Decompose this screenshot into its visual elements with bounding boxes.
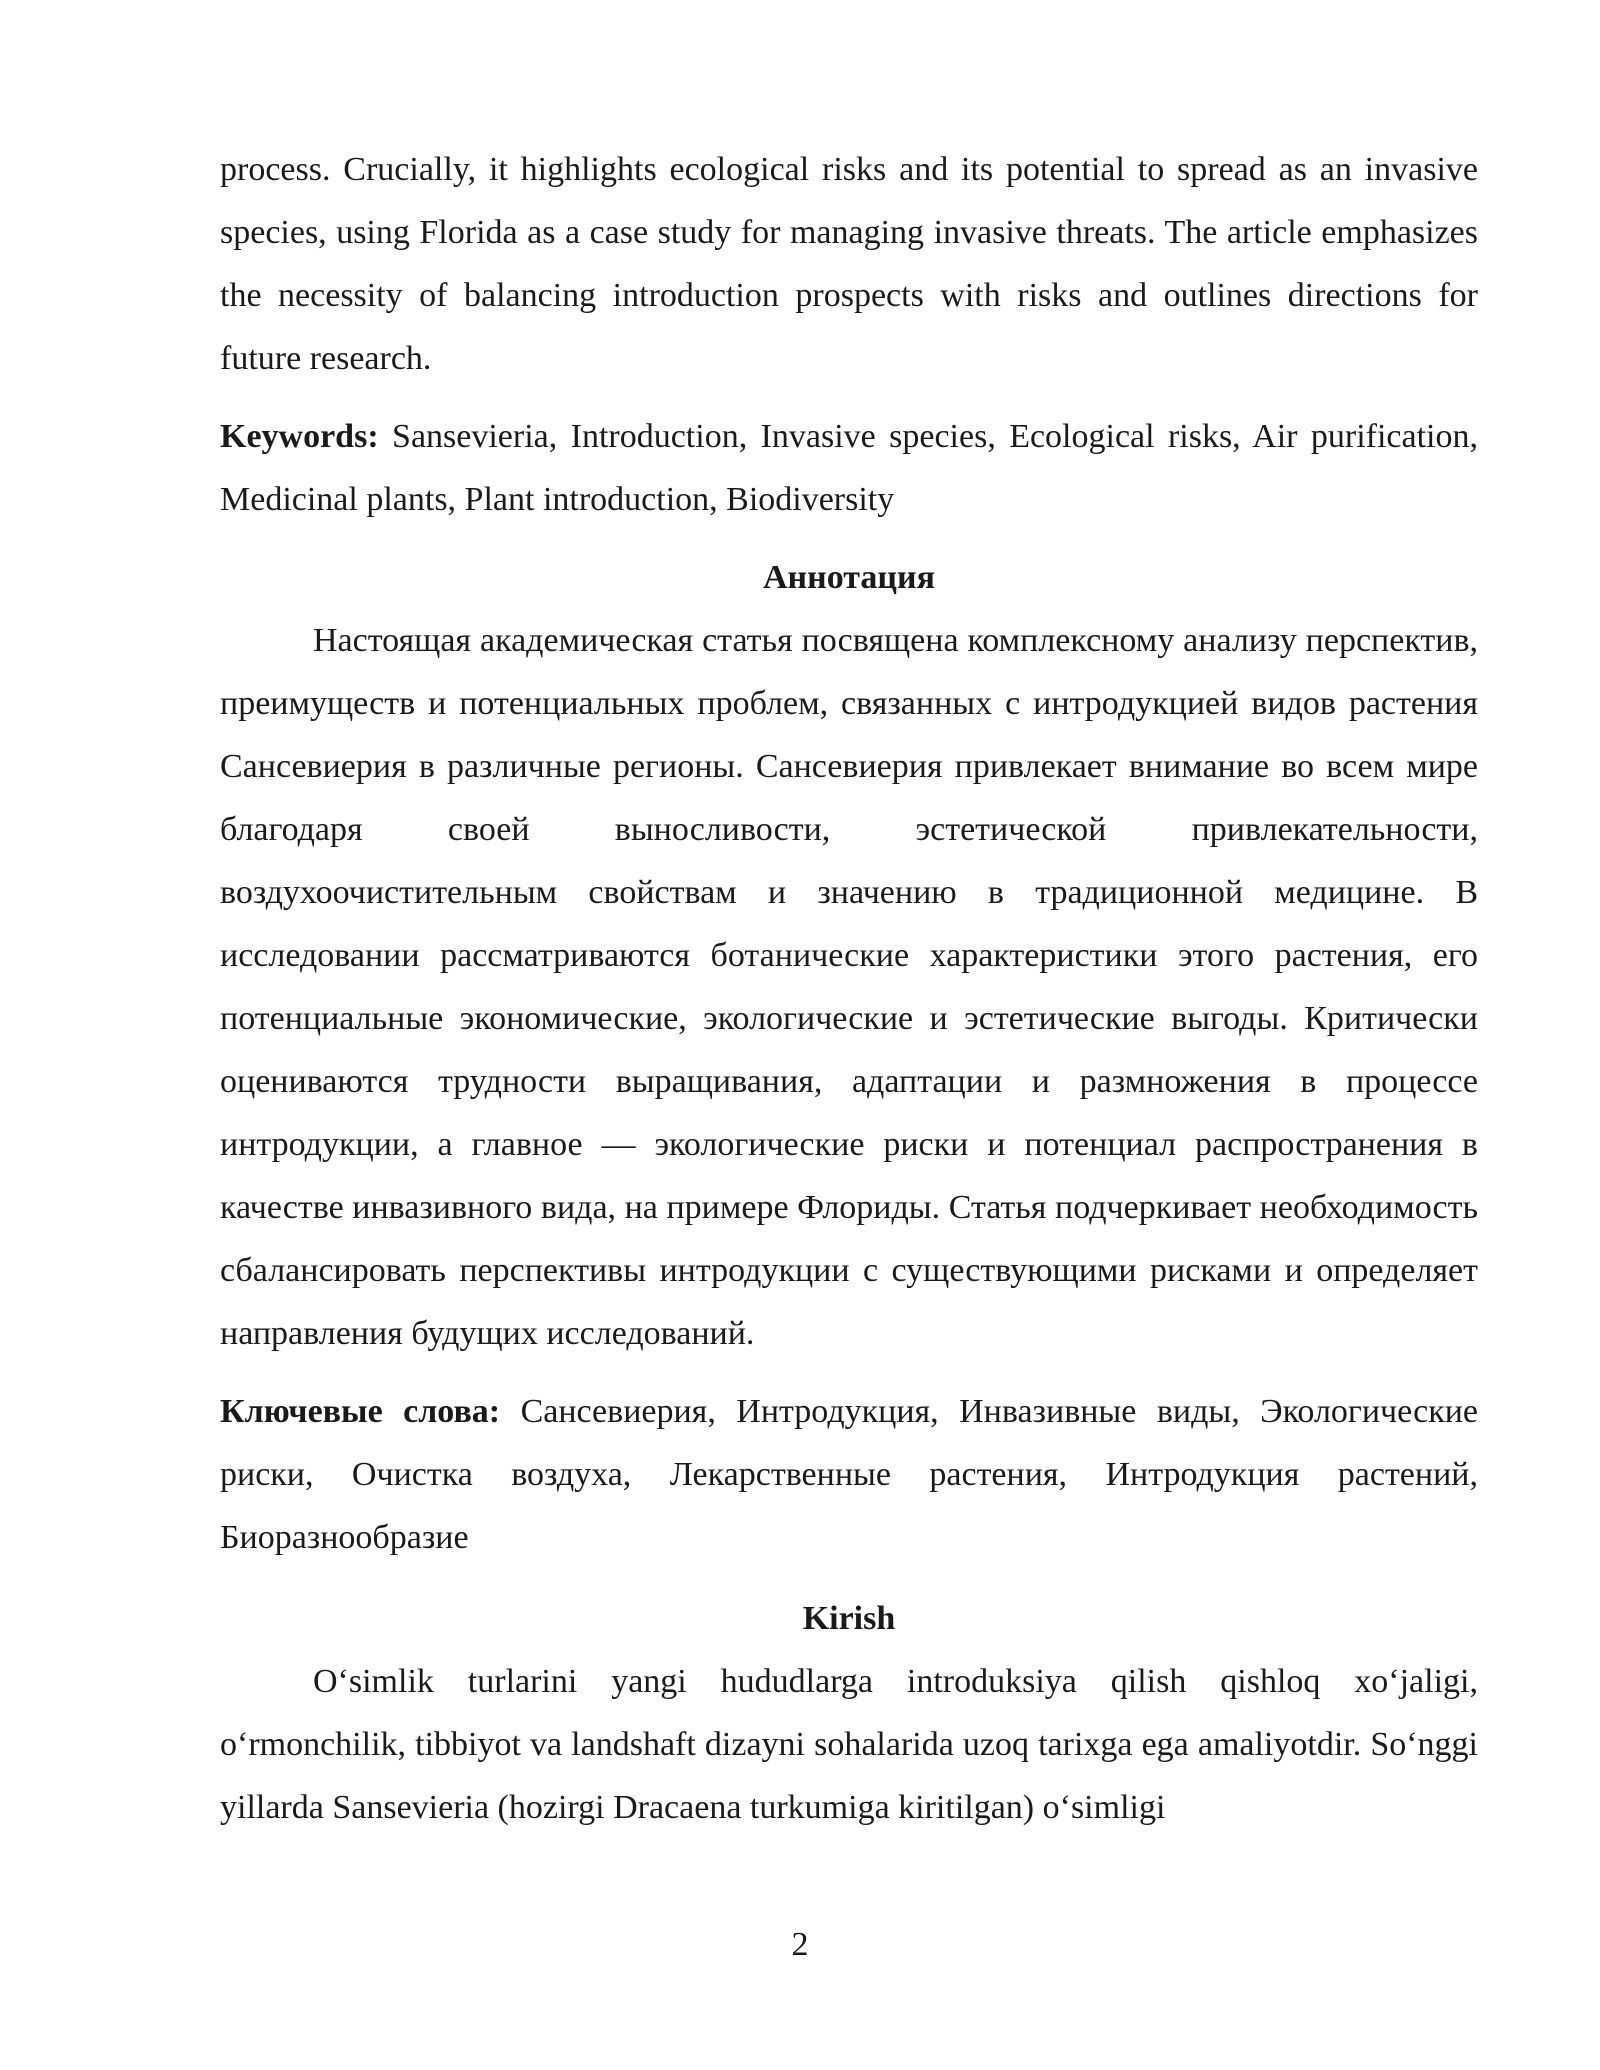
keywords-ru-paragraph — [220, 1380, 1478, 1569]
introduction-heading: Kirish — [802, 1600, 896, 1637]
page-content — [220, 138, 1478, 1839]
annotation-heading: Аннотация — [763, 559, 935, 596]
abstract-en-tail: process. Crucially, it highlights ecological risks and its potential to spread as an invasive species, using Florida as a case study for managing invasive threats. The article emphasizes the necessity of balancing introduction prospects with risks and outlines directions for future research. — [220, 151, 1478, 377]
keywords-en-paragraph — [220, 405, 1478, 531]
introduction-body: O‘simlik turlarini yangi hududlarga introduksiya qilish qishloq xo‘jaligi, o‘rmonchilik, tibbiyot va landshaft dizayni sohalarida uzoq tarixga ega amaliyotdir. So‘nggi yillarda Sansevieria (hozirgi Dracaena turkumiga kiritilgan) o‘simligi — [220, 1663, 1478, 1826]
keywords-en-label: Keywords: — [220, 418, 379, 455]
keywords-ru-text: Сансевиерия, Интродукция, Инвазивные виды, Экологические риски, Очистка воздуха, Лекарственные растения, Интродукция растений, Биоразнообразие — [220, 1393, 1478, 1556]
keywords-ru-label: Ключевые слова: — [220, 1393, 501, 1430]
page-number: 2 — [791, 1926, 809, 1963]
keywords-en-text: Sansevieria, Introduction, Invasive species, Ecological risks, Air purification, Medicinal plants, Plant introduction, Biodiversity — [220, 418, 1478, 518]
annotation-body: Настоящая академическая статья посвящена комплексному анализу перспектив, преимуществ и потенциальных проблем, связанных с интродукцией видов растения Сансевиерия в различные регионы. Сансевиерия привлекает внимание во всем мире благодаря своей выносливости, эстетической привлекательности, воздухоочистительным свойствам и значению в традиционной медицине. В исследовании рассматриваются ботанические характеристики этого растения, его потенциальные экономические, экологические и эстетические выгоды. Критически оцениваются трудности выращивания, адаптации и размножения в процессе интродукции, а главное — экологические риски и потенциал распространения в качестве инвазивного вида, на примере Флориды. Статья подчеркивает необходимость сбалансировать перспективы интродукции с существующими рисками и определяет направления будущих исследований. — [220, 622, 1478, 1352]
